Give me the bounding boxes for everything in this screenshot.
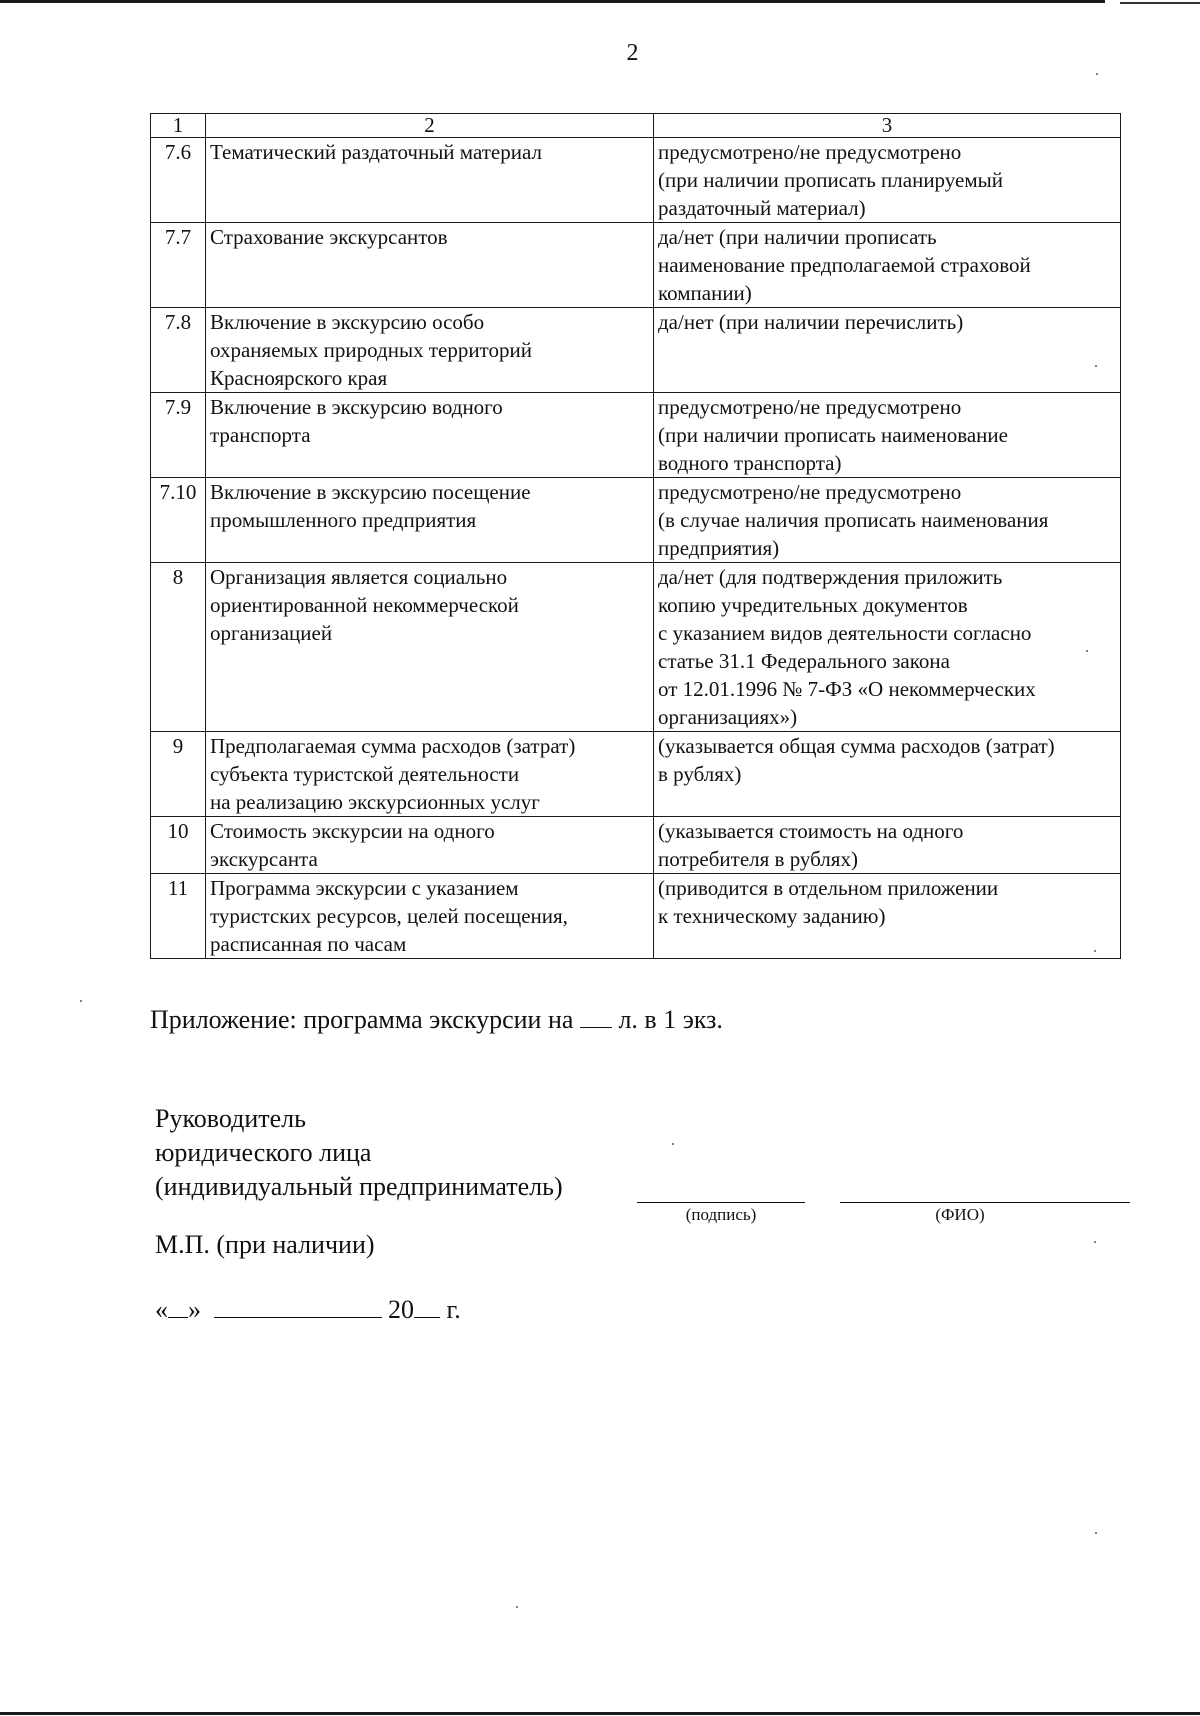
row-item-line: ориентированной некоммерческой <box>210 593 519 617</box>
row-item-line: организацией <box>210 621 333 645</box>
full-name-line <box>840 1202 1130 1203</box>
table-row <box>151 393 1121 478</box>
row-item-line: Включение в экскурсию посещение <box>210 480 531 504</box>
page-number: 2 <box>626 40 639 66</box>
row-number: 10 <box>151 817 206 874</box>
row-value-line: (при наличии прописать наименование <box>658 423 1008 447</box>
row-value-line: наименование предполагаемой страховой <box>658 253 1031 277</box>
row-value <box>654 478 1121 563</box>
row-value-line: потребителя в рублях) <box>658 847 858 871</box>
row-number: 8 <box>151 563 206 732</box>
row-item-line: Страхование экскурсантов <box>210 225 448 249</box>
table-row <box>151 478 1121 563</box>
row-value-line: копию учредительных документов <box>658 593 968 617</box>
table-row <box>151 223 1121 308</box>
table-row <box>151 732 1121 817</box>
row-item-line: охраняемых природных территорий <box>210 338 532 362</box>
row-value-line: да/нет (при наличии перечислить) <box>658 310 964 334</box>
table-row <box>151 817 1121 874</box>
row-item <box>206 563 654 732</box>
row-item <box>206 478 654 563</box>
full-name-caption: (ФИО) <box>935 1205 985 1224</box>
signature-line <box>637 1202 805 1203</box>
row-item-line: Включение в экскурсию особо <box>210 310 485 334</box>
row-number: 9 <box>151 732 206 817</box>
table-row <box>151 874 1121 959</box>
row-item-line: Стоимость экскурсии на одного <box>210 819 495 843</box>
scan-edge-bottom <box>0 1712 1200 1715</box>
row-item-line: Организация является социально <box>210 565 508 589</box>
stamp-place-label: М.П. (при наличии) <box>155 1230 375 1259</box>
attachment-note <box>150 1005 723 1035</box>
row-item-line: туристских ресурсов, целей посещения, <box>210 904 568 928</box>
row-value-line: (приводится в отдельном приложении <box>658 876 999 900</box>
attachment-pages-blank <box>580 1005 612 1028</box>
row-item <box>206 874 654 959</box>
row-value <box>654 732 1121 817</box>
signatory-label-line-3: (индивидуальный предприниматель) <box>155 1172 563 1201</box>
row-value <box>654 138 1121 223</box>
row-value-line: да/нет (для подтверждения приложить <box>658 565 1003 589</box>
row-item <box>206 732 654 817</box>
scan-edge-top-right <box>1120 2 1200 4</box>
row-value-line: предусмотрено/не предусмотрено <box>658 140 962 164</box>
header-col-3: 3 <box>654 114 1121 138</box>
row-value-line: в рублях) <box>658 762 742 786</box>
row-item-line: транспорта <box>210 423 311 447</box>
row-value <box>654 393 1121 478</box>
row-value <box>654 308 1121 393</box>
row-item-line: расписанная по часам <box>210 932 407 956</box>
row-value <box>654 817 1121 874</box>
signatory-label-line-1: Руководитель <box>155 1104 306 1133</box>
row-number: 7.9 <box>151 393 206 478</box>
row-item-line: Предполагаемая сумма расходов (затрат) <box>210 734 576 758</box>
row-item-line: экскурсанта <box>210 847 318 871</box>
row-value-line: к техническому заданию) <box>658 904 886 928</box>
row-value-line: статье 31.1 Федерального закона <box>658 649 950 673</box>
row-value-line: (при наличии прописать планируемый <box>658 168 1003 192</box>
row-value-line: компании) <box>658 281 752 305</box>
row-number: 7.8 <box>151 308 206 393</box>
row-value <box>654 563 1121 732</box>
row-item-line: Включение в экскурсию водного <box>210 395 503 419</box>
date-close-quote: » <box>188 1295 201 1324</box>
row-number: 7.6 <box>151 138 206 223</box>
row-value-line: водного транспорта) <box>658 451 842 475</box>
year-suffix: г. <box>446 1295 461 1324</box>
header-col-2: 2 <box>206 114 654 138</box>
row-value-line: (указывается общая сумма расходов (затрат) <box>658 734 1055 758</box>
date-line <box>155 1295 461 1325</box>
date-open-quote: « <box>155 1295 168 1324</box>
row-value-line: от 12.01.1996 № 7-ФЗ «О некоммерческих <box>658 677 1036 701</box>
row-number: 11 <box>151 874 206 959</box>
row-value-line: предприятия) <box>658 536 780 560</box>
table-row <box>151 308 1121 393</box>
row-item-line: промышленного предприятия <box>210 508 477 532</box>
row-item <box>206 817 654 874</box>
row-value-line: организациях») <box>658 705 798 729</box>
signature-caption: (подпись) <box>685 1205 757 1224</box>
table-row <box>151 138 1121 223</box>
table-header-row <box>151 114 1121 138</box>
row-value <box>654 874 1121 959</box>
signatory-label-line-2: юридического лица <box>155 1138 372 1167</box>
row-item-line: Тематический раздаточный материал <box>210 140 542 164</box>
row-value-line: да/нет (при наличии прописать <box>658 225 937 249</box>
row-number: 7.7 <box>151 223 206 308</box>
row-value-line: раздаточный материал) <box>658 196 866 220</box>
requirements-table <box>150 113 1121 959</box>
row-value-line: предусмотрено/не предусмотрено <box>658 480 962 504</box>
row-item-line: субъекта туристской деятельности <box>210 762 520 786</box>
row-item-line: Программа экскурсии с указанием <box>210 876 519 900</box>
row-value-line: предусмотрено/не предусмотрено <box>658 395 962 419</box>
row-value-line: с указанием видов деятельности согласно <box>658 621 1032 645</box>
day-blank <box>168 1295 188 1318</box>
row-value <box>654 223 1121 308</box>
header-col-1: 1 <box>151 114 206 138</box>
row-item <box>206 223 654 308</box>
attachment-prefix: Приложение: программа экскурсии на <box>150 1005 574 1034</box>
row-value-line: (указывается стоимость на одного <box>658 819 964 843</box>
table-row <box>151 563 1121 732</box>
row-item-line: Красноярского края <box>210 366 388 390</box>
year-prefix: 20 <box>388 1295 414 1324</box>
month-blank <box>214 1295 382 1318</box>
scan-edge-top <box>0 0 1105 3</box>
row-number: 7.10 <box>151 478 206 563</box>
attachment-suffix: л. в 1 экз. <box>618 1005 723 1034</box>
row-value-line: (в случае наличия прописать наименования <box>658 508 1049 532</box>
row-item <box>206 393 654 478</box>
row-item <box>206 308 654 393</box>
row-item-line: на реализацию экскурсионных услуг <box>210 790 540 814</box>
year-blank <box>414 1295 440 1318</box>
row-item <box>206 138 654 223</box>
